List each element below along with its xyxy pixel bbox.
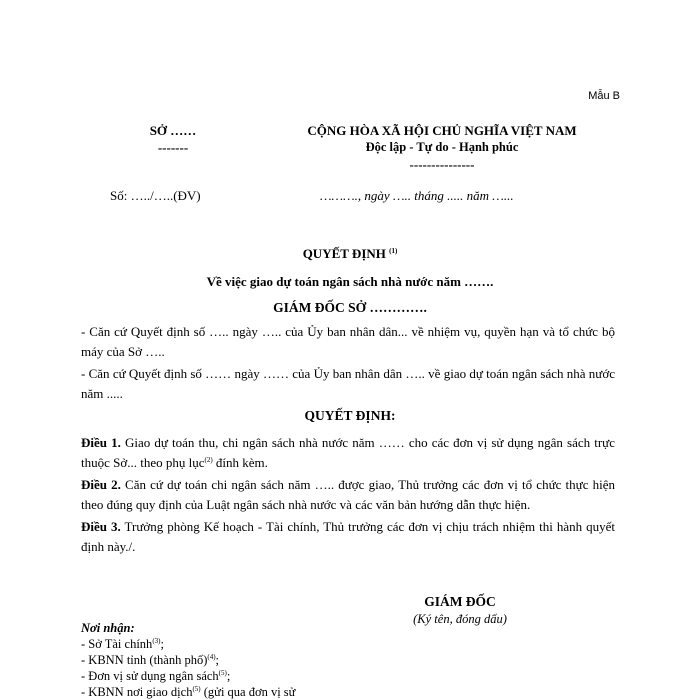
agency-rule: ------- — [157, 140, 189, 155]
title-text: QUYẾT ĐỊNH — [302, 246, 386, 261]
recipient-item: - Đơn vị sử dụng ngân sách$^{(5)}$; — [81, 669, 231, 683]
recipient-item: - KBNN tỉnh (thành phố)$^{(4)}$; — [81, 653, 220, 667]
article-1-tail: đính kèm. — [212, 455, 268, 470]
nation-name: CỘNG HÒA XÃ HỘI CHỦ NGHĨA VIỆT NAM — [307, 123, 577, 138]
issuing-agency — [130, 122, 216, 156]
title-footnote: (1) — [389, 247, 398, 255]
article-2 — [81, 475, 615, 515]
document-title — [80, 246, 620, 262]
article-3 — [81, 517, 615, 557]
article-1-label: Điều 1. — [81, 435, 121, 450]
motto-rule: --------------- — [409, 157, 475, 172]
document-date: ………., ngày ….. tháng ..... năm …... — [320, 188, 514, 203]
national-header — [262, 122, 622, 173]
document-number: Số: …../…..(ĐV) — [110, 188, 201, 203]
article-3-text: Trưởng phòng Kế hoạch - Tài chính, Thủ trưởng các đơn vị chịu trách nhiệm thi hành quyết định này./. — [81, 519, 616, 554]
article-1-footnote: (2) — [204, 456, 213, 464]
article-3-label: Điều 3. — [81, 519, 121, 534]
signer-title: GIÁM ĐỐC — [424, 594, 496, 609]
agency-name: SỞ …… — [149, 123, 197, 138]
ground-1: - Căn cứ Quyết định số ….. ngày ….. của Ủy ban nhân dân... về nhiệm vụ, quyền hạn và tổ chức bộ máy của Sở ….. — [81, 324, 615, 359]
decision-heading: QUYẾT ĐỊNH: — [304, 408, 396, 423]
article-2-label: Điều 2. — [81, 477, 121, 492]
recipient-item: - Sở Tài chính$^{(3)}$; — [81, 637, 164, 651]
recipients-block — [81, 620, 295, 700]
nation-motto: Độc lập - Tự do - Hạnh phúc — [365, 140, 519, 154]
authority-heading: GIÁM ĐỐC SỞ …………. — [273, 300, 427, 315]
signer-note: (Ký tên, đóng dấu) — [413, 612, 507, 626]
form-label: Mẫu B — [588, 90, 620, 102]
article-2-text: Căn cứ dự toán chi ngân sách năm ….. được giao, Thủ trưởng các đơn vị tổ chức thực hiện theo đúng quy định của Luật ngân sách nhà nước và các văn bản hướng dẫn thực hiện. — [81, 477, 615, 512]
recipients-heading: Nơi nhận: — [81, 621, 135, 635]
article-1 — [81, 433, 615, 473]
recipient-item: - KBNN nơi giao dịch$^{(5)}$ (gửi qua đơn vị sử — [81, 685, 296, 699]
ground-2: - Căn cứ Quyết định số …… ngày …… của Ủy ban nhân dân ….. về giao dự toán ngân sách nhà nước năm ..... — [81, 366, 615, 401]
article-1-text: Giao dự toán thu, chi ngân sách nhà nước năm …… cho các đơn vị sử dụng ngân sách trực thuộc Sở... theo phụ lục — [81, 435, 615, 470]
document-subject: Về việc giao dự toán ngân sách nhà nước năm ……. — [206, 274, 494, 289]
